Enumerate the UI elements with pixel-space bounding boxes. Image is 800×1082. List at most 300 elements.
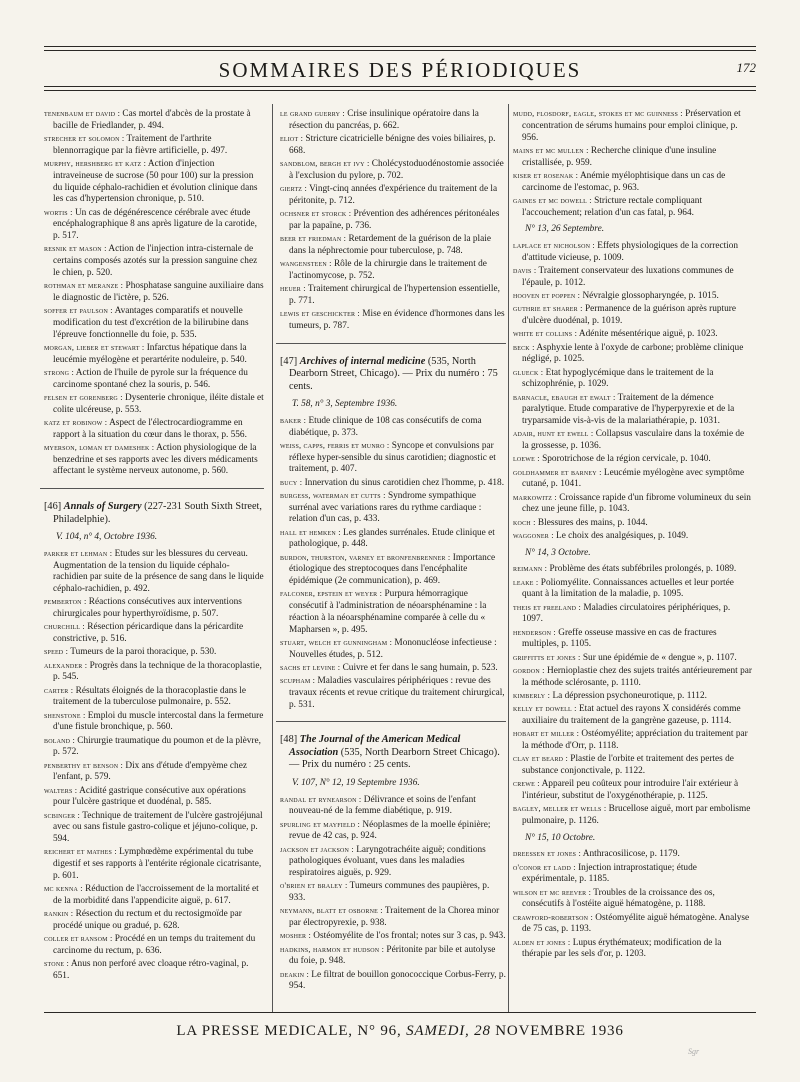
entry-text: Mise en évidence d'hormones dans les tumeurs, p. 787.	[289, 309, 505, 331]
column-2	[280, 108, 506, 994]
header-rule-bottom-2	[44, 90, 756, 91]
abstract-entry	[44, 760, 264, 785]
abstract-entry	[513, 367, 753, 392]
abstract-entry	[44, 883, 264, 908]
entry-text: Etude clinique de 108 cas consécutifs de coma diabétique, p. 373.	[289, 415, 482, 438]
entry-text: Hernioplastie chez des sujets traités antérieurement par la méthode sclérosante, p. 1110.	[522, 665, 752, 688]
journal-number: [47]	[280, 355, 298, 367]
entry-authors: wangensteen :	[280, 259, 332, 268]
entry-text: Stricture cicatricielle bénigne des voies biliaires, p. 668.	[289, 134, 496, 156]
entry-text: Cholécystoduodénostomie associée à l'exclusion du pylore, p. 702.	[289, 159, 504, 181]
entry-authors: penberthy et benson :	[44, 760, 124, 770]
entry-text: Chirurgie traumatique du poumon et de la plèvre, p. 572.	[53, 735, 261, 758]
entry-text: Maladies circulatoires périphériques, p. 1097.	[522, 602, 731, 625]
entry-authors: leake :	[513, 577, 539, 587]
abstract-entry	[44, 785, 264, 810]
journal-heading-46	[44, 501, 264, 526]
abstract-entry	[513, 753, 753, 778]
entry-authors: felsen et gorenberg :	[44, 392, 123, 402]
abstract-entry	[44, 646, 264, 659]
entry-authors: carter :	[44, 685, 74, 695]
entry-text: Procédé en un temps du traitement du carcinome du rectum, p. 636.	[53, 934, 256, 956]
entry-authors: hobart et miller :	[513, 729, 580, 738]
entry-authors: beck :	[513, 342, 535, 352]
entry-authors: randal et rynearson :	[280, 794, 362, 804]
entry-text: Anthracosilicose, p. 1179.	[581, 849, 680, 860]
entry-authors: weiss, capps, ferris et munro :	[280, 440, 390, 450]
entry-text: Cuivre et fer dans le sang humain, p. 523.	[340, 662, 498, 673]
entry-text: Anémie myélophtisique dans un cas de carcinome de l'estomac, p. 963.	[522, 170, 726, 193]
entry-authors: crewe :	[513, 779, 540, 788]
entry-authors: loewe :	[513, 454, 540, 464]
abstract-entry	[280, 183, 506, 208]
entry-text: Traitement de la démence paralytique. Etude comparative de l'hyperpyrexie et de la tryparsamide vis-à-vis de la malariathérapie, p. 1031.	[522, 392, 735, 426]
abstract-entry	[44, 280, 264, 305]
entry-text: Greffe osseuse massive en cas de fractures multiples, p. 1105.	[522, 627, 717, 650]
abstract-entry	[513, 517, 753, 530]
entry-list	[44, 108, 264, 478]
abstract-entry	[44, 548, 264, 596]
entry-text: Traitement chirurgical de l'hypertension essentielle, p. 771.	[289, 284, 500, 306]
entry-text: Ostéomyélite; appréciation du traitement par la méthode d'Orr, p. 1118.	[522, 729, 748, 751]
entry-authors: strecher et solomon :	[44, 134, 125, 143]
abstract-entry	[513, 690, 753, 703]
abstract-entry	[513, 652, 753, 665]
entry-list	[280, 794, 506, 994]
abstract-entry	[280, 283, 506, 308]
entry-authors: kimberly :	[513, 690, 551, 700]
abstract-entry	[44, 735, 264, 760]
entry-authors: coller et ransom :	[44, 934, 113, 943]
abstract-entry	[280, 969, 506, 994]
abstract-entry	[513, 303, 753, 328]
abstract-entry	[513, 265, 753, 290]
abstract-entry	[513, 627, 753, 652]
entry-authors: boland :	[44, 735, 75, 745]
entry-text: Dysenterie chronique, iléite distale et colite ulcéreuse, p. 553.	[53, 392, 264, 415]
entry-authors: gaines et mc dowell :	[513, 195, 592, 205]
entry-text: Brucellose aiguë, mort par embolisme pulmonaire, p. 1126.	[522, 804, 751, 826]
abstract-entry	[280, 477, 506, 490]
entry-text: Ostéomyélite aiguë hématogène. Analyse de 75 cas, p. 1193.	[522, 912, 750, 935]
entry-text: Croissance rapide d'un fibrome volumineux du sein chez une jeune fille, p. 1043.	[522, 492, 751, 515]
entry-authors: griffitts et jones :	[513, 652, 581, 662]
entry-authors: reichert et mathes :	[44, 847, 117, 857]
page-title: SOMMAIRES DES PÉRIODIQUES	[218, 58, 582, 82]
abstract-entry	[280, 415, 506, 440]
library-stamp: Sgr	[688, 1047, 700, 1056]
abstract-entry	[44, 442, 264, 478]
entry-text: Problème des états subfébriles prolongés, p. 1089.	[547, 564, 737, 575]
entry-list	[513, 108, 753, 219]
entry-text: Résection du rectum et du rectosigmoïde par procédé unique ou gradué, p. 628.	[53, 909, 242, 931]
entry-text: Traitement conservateur des luxations communes de l'épaule, p. 1012.	[522, 266, 734, 288]
entry-authors: o'brien et braley :	[280, 881, 348, 891]
entry-text: Etat hypoglycémique dans le traitement de la schizophrénie, p. 1029.	[522, 367, 714, 390]
abstract-entry	[44, 367, 264, 392]
entry-text: Progrès dans la technique de la thoracoplastie, p. 545.	[53, 660, 262, 683]
issue-date: N° 14, 3 Octobre.	[525, 547, 591, 558]
abstract-entry	[44, 417, 264, 442]
entry-authors: kiser et rosenak :	[513, 170, 579, 180]
entry-text: Le filtrat de bouillon gonococcique Corbus-Ferry, p. 954.	[289, 969, 506, 992]
entry-authors: baker :	[280, 415, 307, 425]
entry-text: Adénite mésentérique aiguë, p. 1023.	[577, 329, 718, 340]
issue-date: N° 15, 10 Octobre.	[525, 832, 596, 843]
entry-text: Traitement de la Chorea minor par électropyrexie, p. 938.	[289, 906, 500, 928]
footer-month-year: NOVEMBRE 1936	[490, 1023, 624, 1039]
column-3	[513, 108, 753, 962]
entry-authors: katz et robinow :	[44, 417, 108, 427]
entry-authors: stone :	[44, 959, 70, 968]
entry-text: Un cas de dégénérescence cérébrale avec étude encéphalographique 8 ans après ligature de la carotide, p. 517.	[53, 207, 257, 241]
footer-day: SAMEDI,	[401, 1023, 470, 1039]
entry-text: Sporotrichose de la région cervicale, p. 1040.	[539, 454, 711, 465]
entry-authors: wortis :	[44, 207, 73, 217]
entry-authors: alden et jones :	[513, 937, 571, 947]
entry-text: Le choix des analgésiques, p. 1049.	[553, 530, 689, 541]
entry-authors: davis :	[513, 266, 537, 275]
entry-authors: reimann :	[513, 564, 548, 574]
abstract-entry	[513, 328, 753, 341]
entry-authors: hadkins, harmon et hudson :	[280, 944, 385, 954]
entry-authors: pemberton :	[44, 597, 87, 607]
entry-authors: waggoner :	[513, 530, 554, 540]
abstract-entry	[44, 392, 264, 417]
entry-authors: murphy, hershberg et katz :	[44, 159, 147, 168]
entry-authors: tenenbaum et david :	[44, 109, 121, 118]
entry-text: Etat actuel des rayons X considérés comme auxiliaire du traitement de la gangrène gazeuse, p. 1114.	[522, 704, 741, 726]
entry-text: Lymphœdème expérimental du tube digestif et ses rapports à l'entérite régionale cicatrisante, p. 601.	[53, 847, 262, 881]
entry-authors: clay et beard :	[513, 754, 568, 763]
entry-authors: adair, hunt et ewell :	[513, 429, 594, 439]
abstract-entry	[513, 392, 753, 428]
entry-text: Péritonite par bile et autolyse du foie, p. 948.	[289, 944, 496, 967]
entry-authors: beer et friedman :	[280, 234, 347, 243]
entry-text: Rôle de la chirurgie dans le traitement de l'actinomycose, p. 752.	[289, 259, 487, 281]
abstract-entry	[44, 342, 264, 367]
entry-authors: parker et lehman :	[44, 548, 113, 558]
abstract-entry	[280, 819, 506, 844]
entry-text: Ostéomyélite de l'os frontal; notes sur 3 cas, p. 943.	[310, 931, 506, 942]
entry-list	[280, 108, 506, 333]
abstract-entry	[44, 660, 264, 685]
abstract-entry	[280, 662, 506, 675]
abstract-entry	[44, 685, 264, 710]
entry-authors: crawford-robertson :	[513, 912, 593, 922]
entry-authors: morgan, lieber et stewart :	[44, 342, 145, 352]
footer-date-number: 28	[469, 1023, 491, 1039]
abstract-entry	[513, 170, 753, 195]
entry-text: Crise insulinique opératoire dans la résection du pancréas, p. 662.	[289, 109, 479, 131]
entry-authors: wilson et mc reever :	[513, 887, 592, 897]
header-rule-top-2	[44, 50, 756, 51]
journal-number: [46]	[44, 501, 62, 512]
abstract-entry	[280, 637, 506, 662]
abstract-entry	[513, 240, 753, 265]
entry-text: Poliomyélite. Connaissances actuelles et leur portée quant à la limitation de la maladie, p. 1095.	[522, 577, 734, 600]
entry-authors: burdon, thurston, varney et bronfenbrenner :	[280, 552, 451, 562]
abstract-entry	[44, 958, 264, 983]
entry-list	[513, 848, 753, 961]
abstract-entry	[44, 710, 264, 735]
entry-text: Traitement de l'arthrite blennorragique par la fièvre artificielle, p. 497.	[53, 134, 228, 156]
entry-authors: ochsner et storck :	[280, 209, 352, 218]
entry-text: Action d'injection intraveineuse de sucrose (50 pour 100) sur la pression du liquide céphalo-rachidien et évolution clinique dans les cas d'hypertension chronique, p. 510.	[53, 159, 258, 205]
abstract-entry	[513, 108, 753, 144]
entry-list	[44, 548, 264, 983]
entry-authors: giertz :	[280, 184, 307, 193]
entry-text: Action de l'injection intra-cisternale de certains composés azotés sur la pression sanguine chez le chien, p. 520.	[53, 244, 258, 278]
entry-authors: scupham :	[280, 676, 316, 685]
entry-authors: sachs et levine :	[280, 662, 341, 672]
abstract-entry	[280, 233, 506, 258]
abstract-entry	[280, 208, 506, 233]
entry-text: Cas mortel d'abcès de la prostate à bacille de Friedlander, p. 494.	[53, 109, 251, 131]
entry-text: Maladies vasculaires périphériques : revue des travaux récents et revue critique du traitement chirurgical, p. 531.	[289, 676, 505, 710]
journal-separator	[276, 721, 506, 722]
abstract-entry	[280, 844, 506, 880]
entry-authors: soffer et paulson :	[44, 306, 113, 315]
entry-authors: hooven et poppen :	[513, 291, 581, 300]
journal-title: The Journal of the American Medical Association	[289, 734, 461, 758]
entry-authors: myerson, loman et dameshek :	[44, 442, 155, 452]
page-number: 172	[736, 60, 756, 75]
entry-authors: bucy :	[280, 477, 303, 487]
abstract-entry	[513, 887, 753, 912]
entry-authors: theis et freeland :	[513, 602, 581, 612]
abstract-entry	[280, 588, 506, 636]
abstract-entry	[513, 862, 753, 887]
abstract-entry	[513, 195, 753, 220]
entry-text: Prévention des adhérences péritonéales par la papaïne, p. 736.	[289, 209, 500, 231]
entry-authors: speed :	[44, 647, 69, 657]
entry-authors: le grand guerry :	[280, 109, 345, 118]
entry-authors: white et collins :	[513, 329, 578, 339]
abstract-entry	[513, 492, 753, 517]
entry-authors: goldhammer et barney :	[513, 467, 602, 477]
journal-heading-48	[280, 734, 506, 772]
page-footer	[44, 1023, 756, 1040]
entry-authors: shenstone :	[44, 710, 86, 720]
abstract-entry	[44, 908, 264, 933]
entry-text: Avantages comparatifs et nouvelle modification du test d'excrétion de la bilirubine dans l'épreuve fonctionnelle du foie, p. 535.	[53, 306, 249, 340]
entry-text: Névralgie glossopharyngée, p. 1015.	[580, 291, 719, 301]
entry-authors: eliot :	[280, 134, 304, 143]
entry-authors: heuer :	[280, 284, 306, 293]
entry-text: Laryngotrachéite aiguë; conditions pathologiques évoluant, vues dans les maladies respiratoires aiguës, p. 929.	[289, 844, 486, 878]
abstract-entry	[513, 912, 753, 937]
entry-text: Permanence de la guérison après rupture d'ulcère duodénal, p. 1019.	[522, 304, 737, 326]
abstract-entry	[280, 440, 506, 476]
entry-text: Acidité gastrique consécutive aux opérations pour l'ulcère gastrique et duodénal, p. 585.	[53, 785, 246, 808]
entry-text: Purpura hémorragique consécutif à l'administration de néoarsphénamine : la réaction à la néoarsphénamine comparée à celle du « Mapharsen », p. 495.	[289, 589, 487, 635]
abstract-entry	[280, 794, 506, 819]
entry-authors: scbinger :	[44, 810, 81, 820]
entry-authors: henderson :	[513, 627, 556, 637]
entry-text: Plastie de l'orbite et traitement des pertes de substance conjonctivale, p. 1122.	[522, 754, 734, 776]
entry-authors: mains et mc mullen :	[513, 145, 589, 155]
abstract-entry	[44, 810, 264, 846]
abstract-entry	[44, 846, 264, 882]
journal-address: (227-231 South Sixth Street, Philadelphie).	[53, 501, 262, 525]
abstract-entry	[44, 305, 264, 341]
footer-rule	[44, 1012, 756, 1013]
abstract-entry	[513, 577, 753, 602]
entry-text: Les glandes surrénales. Etude clinique et pathologique, p. 448.	[289, 527, 495, 550]
abstract-entry	[513, 848, 753, 861]
entry-text: Préservation et concentration de sérums humains pour emploi clinique, p. 956.	[522, 109, 741, 143]
entry-authors: sandblom, bergh et ivy :	[280, 159, 370, 168]
entry-authors: neymann, blatt et osborne :	[280, 906, 383, 916]
abstract-entry	[44, 596, 264, 621]
entry-text: Résection péricardique dans la péricardite constrictive, p. 516.	[53, 622, 244, 644]
entry-list	[513, 563, 753, 827]
abstract-entry	[280, 158, 506, 183]
entry-text: Lupus érythémateux; modification de la thérapie par les sels d'or, p. 1203.	[522, 937, 722, 960]
entry-text: Troubles de la croissance des os, consécutifs à l'ostéite aiguë hématogène, p. 1188.	[522, 887, 715, 910]
entry-text: Aspect de l'électrocardiogramme en rapport à la situation du cœur dans le thorax, p. 556.	[53, 417, 247, 440]
abstract-entry	[280, 675, 506, 711]
entry-authors: glueck :	[513, 367, 544, 377]
abstract-entry	[513, 665, 753, 690]
journal-number: [48]	[280, 734, 298, 746]
entry-authors: falconer, epstein et weyer :	[280, 589, 383, 599]
entry-authors: hall et hemken :	[280, 527, 341, 537]
abstract-entry	[280, 527, 506, 552]
entry-text: Résultats éloignés de la thoracoplastie dans le traitement de la tuberculose pulmonaire, p. 552.	[53, 685, 247, 708]
entry-text: Mononucléose infectieuse : Nouvelles études, p. 512.	[289, 637, 497, 660]
entry-authors: rothman et meranze :	[44, 281, 124, 290]
abstract-entry	[44, 108, 264, 133]
entry-authors: strong :	[44, 367, 74, 377]
abstract-entry	[280, 133, 506, 158]
entry-text: Importance étiologique des streptocoques dans l'encéphalite épidémique (2e communication), p. 469.	[289, 552, 496, 586]
entry-text: Collapsus vasculaire dans la toxémie de la grossesse, p. 1036.	[522, 429, 745, 451]
entry-text: Recherche clinique d'une insuline cristallisée, p. 959.	[522, 145, 717, 168]
entry-text: Retardement de la guérison de la plaie dans la néphrectomie pour tuberculose, p. 748.	[289, 234, 491, 256]
entry-text: Blessures des mains, p. 1044.	[535, 517, 648, 528]
abstract-entry	[280, 258, 506, 283]
abstract-entry	[280, 880, 506, 905]
entry-authors: bagley, meller et wells :	[513, 804, 607, 813]
journal-title: Annals of Surgery	[63, 501, 142, 512]
header-rule-bottom	[44, 86, 756, 87]
journal-title: Archives of internal medicine	[299, 355, 426, 367]
column-divider-1	[272, 104, 273, 1012]
entry-authors: burgess, waterman et cutts :	[280, 490, 386, 500]
abstract-entry	[513, 290, 753, 303]
entry-authors: spurling et mayfield :	[280, 819, 361, 829]
abstract-entry	[513, 342, 753, 367]
entry-authors: mc kenna :	[44, 884, 83, 893]
journal-heading-47	[280, 356, 506, 394]
entry-text: Vingt-cinq années d'expérience du traitement de la péritonite, p. 712.	[289, 184, 498, 206]
entry-text: Anus non perforé avec cloaque rétro-vaginal, p. 651.	[53, 959, 249, 981]
entry-text: Dix ans d'étude d'empyème chez l'enfant, p. 579.	[53, 760, 247, 783]
entry-authors: dreessen et jones :	[513, 849, 581, 859]
footer-journal: LA PRESSE MEDICALE, N° 96,	[176, 1023, 402, 1039]
entry-authors: resnik et mason :	[44, 244, 107, 254]
abstract-entry	[513, 530, 753, 543]
entry-text: Leucémie myélogène avec symptôme cutané, p. 1041.	[522, 467, 745, 490]
entry-authors: laplace et nicholson :	[513, 241, 595, 250]
column-1	[44, 108, 264, 983]
entry-authors: rankin :	[44, 909, 74, 918]
entry-text: Syndrome sympathique surrénal avec variations rares du rythme cardiaque : relation d'un cas, p. 433.	[289, 490, 482, 525]
abstract-entry	[513, 728, 753, 753]
journal-address: (535, North Dearborn Street, Chicago). — Prix du numéro : 75 cents.	[289, 355, 498, 392]
entry-text: Syncope et convulsions par réflexe hyper-sensible du sinus carotidien; diagnostic et traitement, p. 407.	[289, 440, 496, 475]
abstract-entry	[280, 905, 506, 930]
abstract-entry	[513, 778, 753, 803]
entry-list	[513, 240, 753, 543]
entry-text: Emploi du muscle intercostal dans la fermeture d'une fistule bronchique, p. 560.	[53, 710, 264, 733]
entry-text: Appareil peu coûteux pour introduire l'air extérieur à l'intérieur, substitut de l'oxygénothérapie, p. 1125.	[522, 779, 739, 801]
abstract-entry	[280, 944, 506, 969]
abstract-entry	[280, 930, 506, 943]
abstract-entry	[280, 552, 506, 588]
header-rule-top	[44, 46, 756, 47]
journal-separator	[276, 343, 506, 344]
entry-authors: gordon :	[513, 665, 545, 675]
entry-text: La dépression psychoneurotique, p. 1112.	[550, 690, 707, 701]
entry-authors: markowitz :	[513, 492, 557, 502]
entry-authors: guthrie et sharer :	[513, 304, 583, 314]
entry-text: Tumeurs de la paroi thoracique, p. 530.	[68, 647, 217, 658]
entry-text: Phosphatase sanguine auxiliaire dans le diagnostic de l'ictère, p. 526.	[53, 281, 264, 303]
entry-authors: deakin :	[280, 969, 309, 979]
abstract-entry	[280, 308, 506, 333]
entry-text: Tumeurs communes des paupières, p. 933.	[289, 881, 490, 903]
abstract-entry	[513, 563, 753, 576]
entry-authors: mudd, flosdorf, eagle, stokes et mc guinness :	[513, 109, 683, 118]
entry-text: Stricture rectale compliquant l'accouchement; relation d'un cas fatal, p. 964.	[522, 195, 703, 218]
abstract-entry	[513, 145, 753, 170]
abstract-entry	[513, 803, 753, 828]
issue-date: T. 58, n° 3, Septembre 1936.	[292, 399, 398, 409]
entry-authors: barnacle, ebaugh et ewalt :	[513, 392, 616, 402]
entry-list	[280, 415, 506, 712]
entry-authors: jackson et jackson :	[280, 844, 354, 854]
entry-text: Effets physiologiques de la correction d'attitude vicieuse, p. 1009.	[522, 241, 739, 263]
entry-text: Néoplasmes de la moelle épinière; revue de 42 cas, p. 924.	[289, 819, 491, 842]
entry-authors: lewis et geschickter :	[280, 309, 360, 318]
issue-date: V. 104, n° 4, Octobre 1936.	[56, 532, 158, 542]
entry-text: Etudes sur les blessures du cerveau. Augmentation de la tension du liquide céphalo-rachidien par suite de la présence de sang dans le liquide céphalo-rachidien, p. 492.	[53, 548, 264, 594]
journal-separator	[40, 488, 264, 489]
abstract-entry	[513, 703, 753, 728]
entry-text: Délivrance et soins de l'enfant nouveau-né de la femme diabétique, p. 919.	[289, 794, 476, 817]
issue-date: V. 107, N° 12, 19 Septembre 1936.	[292, 777, 420, 788]
abstract-entry	[513, 453, 753, 466]
entry-authors: churchill :	[44, 622, 85, 632]
entry-authors: koch :	[513, 517, 536, 527]
entry-text: Technique de traitement de l'ulcère gastrojéjunal avec ou sans fistule gastro-colique et jéjuno-colique, p. 594.	[53, 810, 263, 844]
abstract-entry	[44, 243, 264, 279]
abstract-entry	[44, 207, 264, 243]
abstract-entry	[44, 621, 264, 646]
entry-authors: kelly et dowell :	[513, 704, 577, 713]
entry-text: Réduction de l'accroissement de la mortalité et de la morbidité dans l'appendicite aiguë, p. 617.	[53, 884, 259, 906]
entry-authors: stuart, welch et gunningham :	[280, 637, 393, 647]
abstract-entry	[513, 602, 753, 627]
abstract-entry	[513, 428, 753, 453]
abstract-entry	[44, 933, 264, 958]
column-divider-2	[508, 104, 509, 1012]
entry-text: Innervation du sinus carotidien chez l'homme, p. 418.	[302, 477, 505, 488]
abstract-entry	[513, 937, 753, 962]
